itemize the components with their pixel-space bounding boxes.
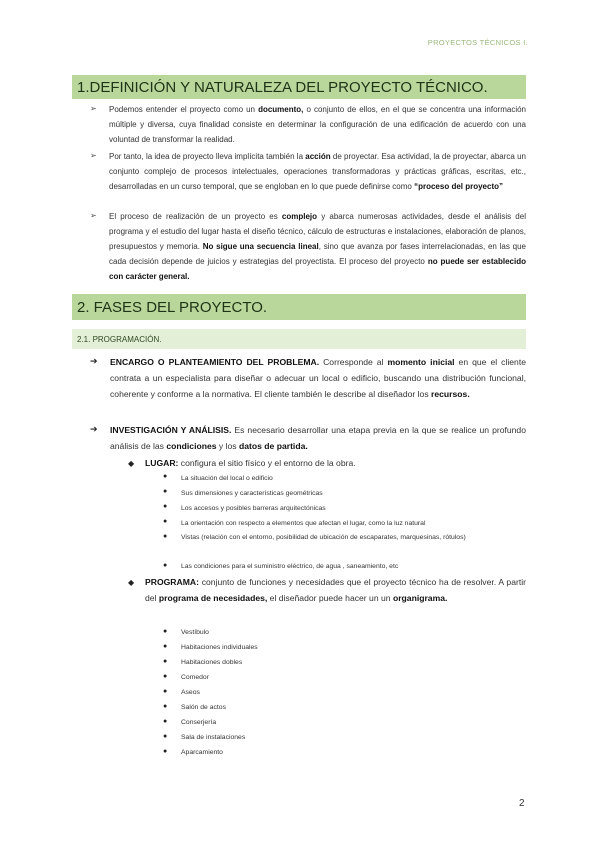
arrow-marker: ➔: [90, 356, 98, 366]
bullet-dot: ●: [163, 703, 168, 710]
running-header: PROYECTOS TÉCNICOS I.: [427, 38, 528, 47]
bullet-dot: ●: [163, 688, 168, 695]
programa-bullet: Habitaciones dobles: [181, 659, 243, 666]
section-1-heading: [72, 75, 526, 99]
bullet-dot: ●: [163, 673, 168, 680]
section-1-title: 1.DEFINICIÓN Y NATURALEZA DEL PROYECTO TÉCNICO.: [77, 78, 488, 96]
section-2-heading: [72, 294, 526, 320]
bullet-dot: ●: [163, 748, 168, 755]
bullet-dot: ●: [163, 658, 168, 665]
bullet-dot: ●: [163, 473, 168, 480]
programa-bullet: Sala de instalaciones: [181, 734, 246, 741]
programa-bullet: Salón de actos: [181, 704, 226, 711]
lugar-bullet: Sus dimensiones y características geométricas: [181, 490, 323, 497]
lugar-paragraph: LUGAR: configura el sitio físico y el entorno de la obra.: [145, 458, 356, 468]
lugar-bullet: La orientación con respecto a elementos que afectan el lugar, como la luz natural: [181, 520, 426, 527]
bullet-marker: ➢: [90, 151, 97, 160]
lugar-bullet: Las condiciones para el suministro eléctrico, de agua , saneamiento, etc: [181, 563, 399, 570]
subsection-heading: [72, 329, 526, 349]
programa-bullet: Vestíbulo: [181, 629, 209, 636]
section-1-paragraph-2: Por tanto, la idea de proyecto lleva implícita también la acción de proyectar. Esa actividad, la de proyectar, abarca un conjunto complejo de procesos intelectuales, operaciones transformadoras y prácticas gráficas, escritas, etc., desarrolladas en un curso temporal, que se engloban en lo que puede definirse como “proceso del proyecto”: [109, 152, 526, 191]
programa-bullet: Aseos: [181, 689, 200, 696]
bullet-dot: ●: [163, 488, 168, 495]
section-1-paragraph-1: Podemos entender el proyecto como un documento, o conjunto de ellos, en el que se concentra una información múltiple y diversa, cuya finalidad consiste en determinar la configuración de una edificación de acuerdo con una voluntad de transformar la realidad.: [109, 105, 526, 144]
diamond-marker: ◆: [128, 459, 135, 468]
bullet-marker: ➢: [90, 211, 97, 220]
encargo-paragraph: ENCARGO O PLANTEAMIENTO DEL PROBLEMA. Corresponde al momento inicial en que el cliente contrata a un especialista para diseñar o adecuar un local o edificio, buscando una distribución funcional, coherente y conforme a la normativa. El cliente también le describe al diseñador los recursos.: [110, 357, 527, 399]
arrow-marker: ➔: [90, 424, 98, 434]
programa-paragraph: PROGRAMA: conjunto de funciones y necesidades que el proyecto técnico ha de resolver. A partir del programa de necesidades, el diseñador puede hacer un un organigrama.: [145, 577, 526, 603]
section-2-title: 2. FASES DEL PROYECTO.: [77, 298, 268, 316]
bullet-dot: ●: [163, 643, 168, 650]
bullet-dot: ●: [163, 718, 168, 725]
diamond-marker: ◆: [128, 578, 135, 587]
lugar-bullet: Los accesos y posibles barreras arquitectónicas: [181, 505, 326, 512]
programa-bullet: Conserjería: [181, 719, 217, 726]
programa-bullet: Comedor: [181, 674, 209, 681]
programa-bullet: Habitaciones individuales: [181, 644, 258, 651]
lugar-bullet: La situación del local o edificio: [181, 475, 273, 482]
bullet-dot: ●: [163, 503, 168, 510]
section-1-paragraph-3: El proceso de realización de un proyecto es complejo y abarca numerosas actividades, desde el análisis del programa y el estudio del lugar hasta el diseño técnico, cálculo de estructuras e instalaciones, elaboración de planos, presupuestos y memoria. No sigue una secuencia lineal, sino que avanza por fases interrelacionadas, en las que cada decisión depende de juicios y estrategias del proyectista. El proceso del proyecto no puede ser establecido con carácter general.: [109, 212, 527, 281]
bullet-dot: ●: [163, 733, 168, 740]
subsection-title: 2.1. PROGRAMACIÓN.: [77, 334, 162, 344]
programa-bullet: Aparcamiento: [181, 749, 223, 756]
bullet-dot: ●: [163, 533, 168, 540]
bullet-dot: ●: [163, 518, 168, 525]
bullet-dot: ●: [163, 628, 168, 635]
page-number: 2: [519, 798, 525, 809]
bullet-dot: ●: [163, 562, 168, 569]
investigacion-paragraph: INVESTIGACIÓN Y ANÁLISIS. Es necesario desarrollar una etapa previa en la que se realice un profundo análisis de las condiciones y los datos de partida.: [110, 425, 526, 451]
lugar-bullet: Vistas (relación con el entorno, posibilidad de ubicación de escaparates, marquesinas, rótulos): [181, 534, 466, 541]
bullet-marker: ➢: [90, 104, 97, 113]
